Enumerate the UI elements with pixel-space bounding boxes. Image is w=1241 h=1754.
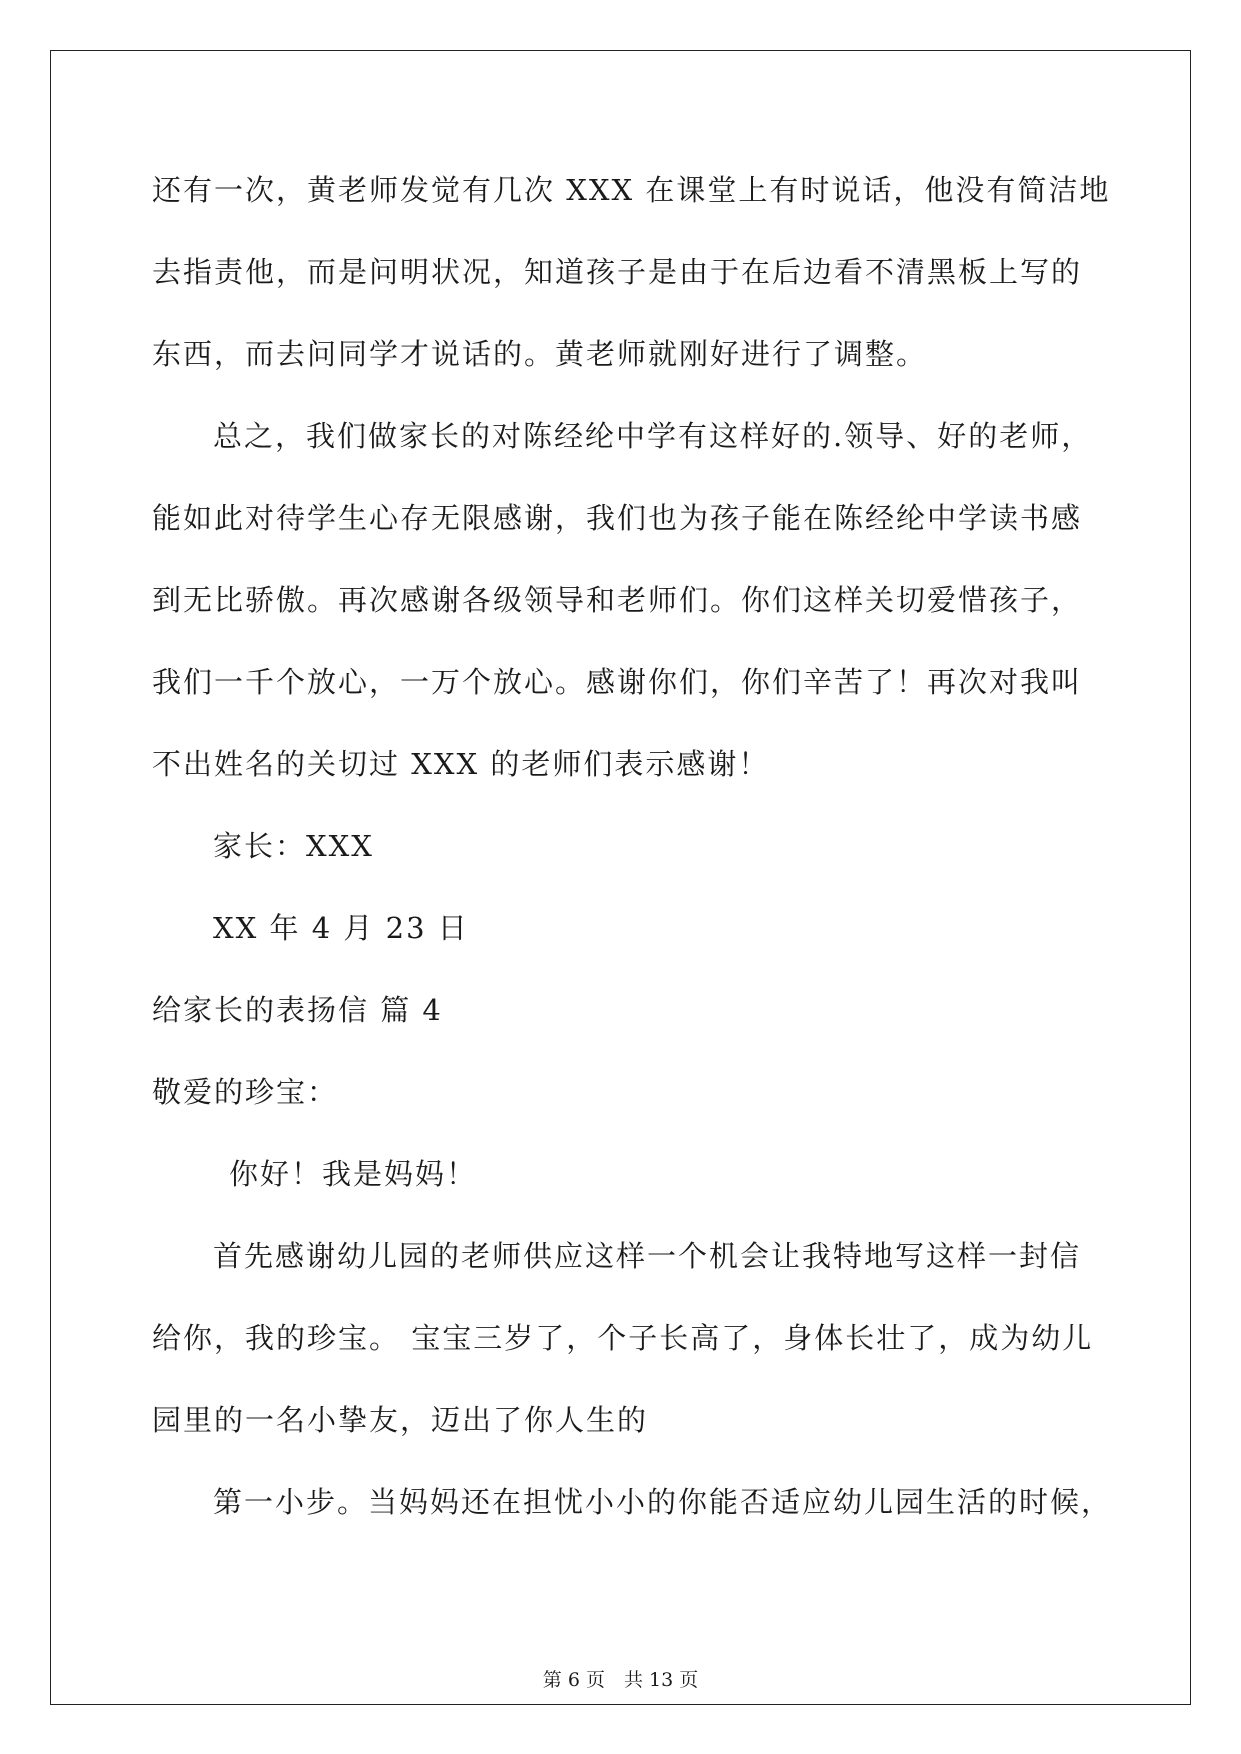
text-line-3: 东西，而去问同学才说话的。黄老师就刚好进行了调整。 bbox=[152, 337, 928, 371]
text-line-8: 不出姓名的关切过 XXX 的老师们表示感谢！ bbox=[152, 747, 770, 781]
page-number-footer: 第 6 页 共 13 页 bbox=[542, 1669, 699, 1691]
text-line-6: 到无比骄傲。再次感谢各级领导和老师们。你们这样关切爱惜孩子， bbox=[152, 583, 1083, 617]
salutation: 敬爱的珍宝： bbox=[152, 1075, 339, 1109]
text-line-4: 总之，我们做家长的对陈经纶中学有这样好的.领导、好的老师， bbox=[213, 419, 1093, 453]
section-heading: 给家长的表扬信 篇 4 bbox=[152, 993, 443, 1027]
page-border bbox=[50, 50, 1191, 1705]
text-line-7: 我们一千个放心，一万个放心。感谢你们，你们辛苦了！再次对我叫 bbox=[152, 665, 1083, 699]
text-line-15: 给你，我的珍宝。 宝宝三岁了，个子长高了，身体长壮了，成为幼儿 bbox=[152, 1321, 1094, 1355]
date-line: XX 年 4 月 23 日 bbox=[213, 911, 469, 945]
signature-line: 家长：XXX bbox=[213, 829, 374, 863]
text-line-1: 还有一次，黄老师发觉有几次 XXX 在课堂上有时说话，他没有简洁地 bbox=[152, 173, 1111, 207]
text-line-17: 第一小步。当妈妈还在担忧小小的你能否适应幼儿园生活的时候， bbox=[213, 1485, 1113, 1519]
text-line-2: 去指责他，而是问明状况，知道孩子是由于在后边看不清黑板上写的 bbox=[152, 255, 1083, 289]
greeting-line: 你好！我是妈妈！ bbox=[229, 1157, 478, 1191]
text-line-5: 能如此对待学生心存无限感谢，我们也为孩子能在陈经纶中学读书感 bbox=[152, 501, 1083, 535]
text-line-16: 园里的一名小挚友，迈出了你人生的 bbox=[152, 1403, 649, 1437]
text-line-14: 首先感谢幼儿园的老师供应这样一个机会让我特地写这样一封信 bbox=[213, 1239, 1082, 1273]
